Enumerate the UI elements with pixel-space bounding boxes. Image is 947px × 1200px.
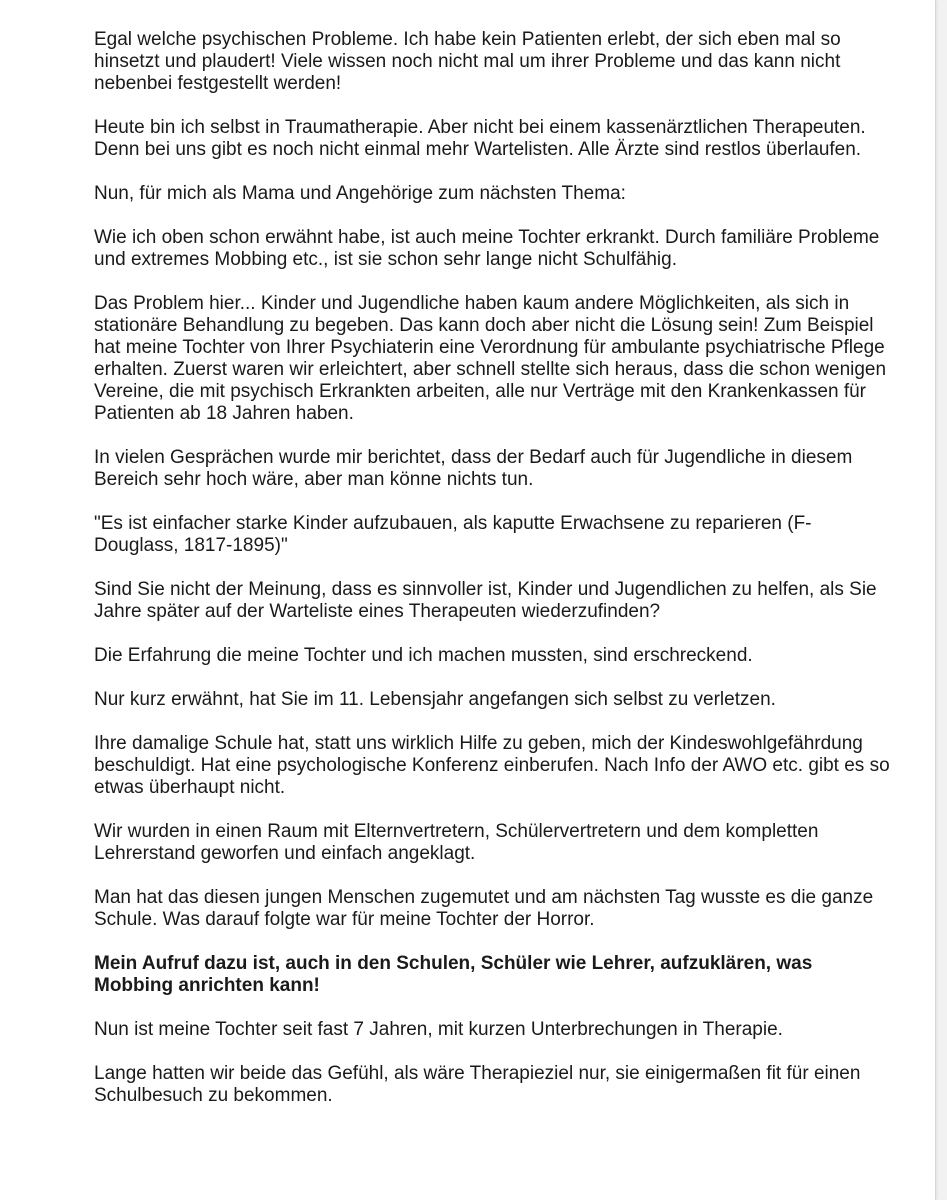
- call-to-action-paragraph: Mein Aufruf dazu ist, auch in den Schulen, Schüler wie Lehrer, aufzuklären, was Mobbing anrichten kann!: [94, 953, 813, 996]
- paragraph-3: Nun, für mich als Mama und Angehörige zum nächsten Thema:: [94, 183, 626, 204]
- paragraph-5: Das Problem hier... Kinder und Jugendliche haben kaum andere Möglichkeiten, als sich in stationäre Behandlung zu begeben. Das kann doch aber nicht die Lösung sein! Zum Beispiel hat meine Tochter von Ihrer Psychiaterin eine Verordnung für ambulante psychiatrische Pflege erhalten. Zuerst waren wir erleichtert, aber schnell stellte sich heraus, dass die schon wenigen Vereine, die mit psychisch Erkrankten arbeiten, alle nur Verträge mit den Krankenkassen für Patienten ab 18 Jahren haben.: [94, 293, 887, 424]
- paragraph-16: Lange hatten wir beide das Gefühl, als wäre Therapieziel nur, sie einigermaßen fit für einen Schulbesuch zu bekommen.: [94, 1063, 861, 1106]
- paragraph-15: Nun ist meine Tochter seit fast 7 Jahren, mit kurzen Unterbrechungen in Therapie.: [94, 1019, 783, 1040]
- paragraph-12: Wir wurden in einen Raum mit Elternvertretern, Schülervertretern und dem kompletten Lehrerstand geworfen und einfach angeklagt.: [94, 821, 819, 864]
- paragraph-10: Nur kurz erwähnt, hat Sie im 11. Lebensjahr angefangen sich selbst zu verletzen.: [94, 689, 776, 710]
- document-body: [94, 29, 894, 1129]
- paragraph-11: Ihre damalige Schule hat, statt uns wirklich Hilfe zu geben, mich der Kindeswohlgefährdung beschuldigt. Hat eine psychologische Konferenz einberufen. Nach Info der AWO etc. gibt es so etwas überhaupt nicht.: [94, 733, 890, 798]
- paragraph-9: Die Erfahrung die meine Tochter und ich machen mussten, sind erschreckend.: [94, 645, 753, 666]
- paragraph-1: Egal welche psychischen Probleme. Ich habe kein Patienten erlebt, der sich eben mal so hinsetzt und plaudert! Viele wissen noch nicht mal um ihrer Probleme und das kann nicht nebenbei festgestellt werden!: [94, 29, 841, 94]
- paragraph-13: Man hat das diesen jungen Menschen zugemutet und am nächsten Tag wusste es die ganze Schule. Was darauf folgte war für meine Tochter der Horror.: [94, 887, 874, 930]
- paragraph-4: Wie ich oben schon erwähnt habe, ist auch meine Tochter erkrankt. Durch familiäre Probleme und extremes Mobbing etc., ist sie schon sehr lange nicht Schulfähig.: [94, 227, 880, 270]
- paragraph-2: Heute bin ich selbst in Traumatherapie. Aber nicht bei einem kassenärztlichen Therapeuten. Denn bei uns gibt es noch nicht einmal mehr Wartelisten. Alle Ärzte sind restlos überlaufen.: [94, 117, 866, 160]
- paragraph-6: In vielen Gesprächen wurde mir berichtet, dass der Bedarf auch für Jugendliche in diesem Bereich sehr hoch wäre, aber man könne nichts tun.: [94, 447, 853, 490]
- quote-paragraph: "Es ist einfacher starke Kinder aufzubauen, als kaputte Erwachsene zu reparieren (F- Douglass, 1817-1895)": [94, 513, 812, 556]
- paragraph-8: Sind Sie nicht der Meinung, dass es sinnvoller ist, Kinder und Jugendlichen zu helfen, als Sie Jahre später auf der Warteliste eines Therapeuten wiederzufinden?: [94, 579, 877, 622]
